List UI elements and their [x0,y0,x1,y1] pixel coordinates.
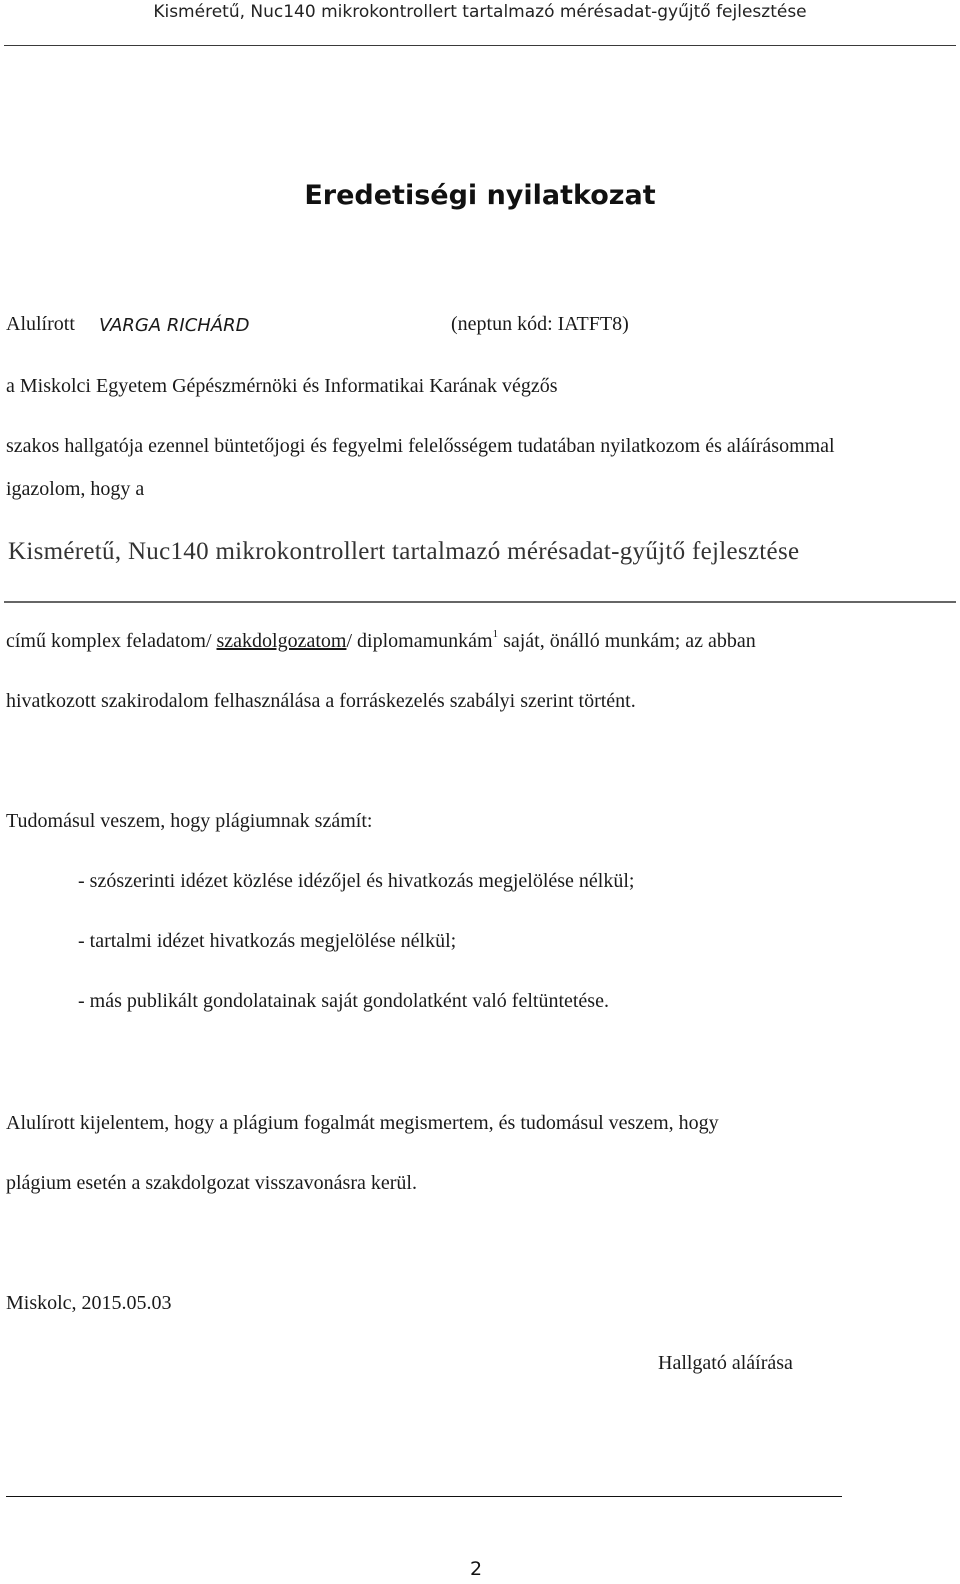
thesis-title: Kisméretű, Nuc140 mikrokontrollert tartalmazó mérésadat-gyűjtő fejlesztése [8,538,800,565]
work-type-selected: szakdolgozatom [216,630,347,652]
student-name: VARGA RICHÁRD [99,315,250,336]
signature-line [6,1496,842,1497]
plagiarism-statement-line-1: Alulírott kijelentem, hogy a plágium fogalmát megismertem, és tudomásul veszem, hogy [6,1112,719,1134]
running-header: Kisméretű, Nuc140 mikrokontrollert tartalmazó mérésadat-gyűjtő fejlesztése [153,2,807,22]
work-type-suffix: / diplomamunkám [346,630,493,652]
place-date: Miskolc, 2015.05.03 [6,1292,172,1314]
neptun-code: (neptun kód: IATFT8) [451,313,629,335]
plagiarism-item: - más publikált gondolatainak saját gondolatként való feltüntetése. [78,990,609,1012]
work-type-prefix: című komplex feladatom/ [6,630,217,652]
declaration-line-sources: hivatkozott szakirodalom felhasználása a forráskezelés szabályi szerint történt. [6,690,636,712]
declaration-line-certify: igazolom, hogy a [6,478,145,500]
undersigned-label: Alulírott [6,313,75,335]
page-title: Eredetiségi nyilatkozat [304,180,656,211]
header-rule [4,45,956,46]
signature-label: Hallgató aláírása [658,1352,793,1374]
thesis-title-rule [4,601,956,603]
declaration-line-university: a Miskolci Egyetem Gépészmérnöki és Informatikai Karának végzős [6,375,558,397]
work-type-line [6,630,756,653]
work-type-rest: saját, önálló munkám; az abban [498,630,756,652]
plagiarism-intro: Tudomásul veszem, hogy plágiumnak számít: [6,810,373,832]
plagiarism-item: - szószerinti idézet közlése idézőjel és hivatkozás megjelölése nélkül; [78,870,635,892]
plagiarism-item: - tartalmi idézet hivatkozás megjelölése nélkül; [78,930,457,952]
declaration-line-student: szakos hallgatója ezennel büntetőjogi és fegyelmi felelősségem tudatában nyilatkozom és aláírásommal [6,435,835,457]
footnote-mark: 1 [492,628,499,640]
page-number: 2 [470,1558,483,1580]
plagiarism-statement-line-2: plágium esetén a szakdolgozat visszavonásra kerül. [6,1172,417,1194]
